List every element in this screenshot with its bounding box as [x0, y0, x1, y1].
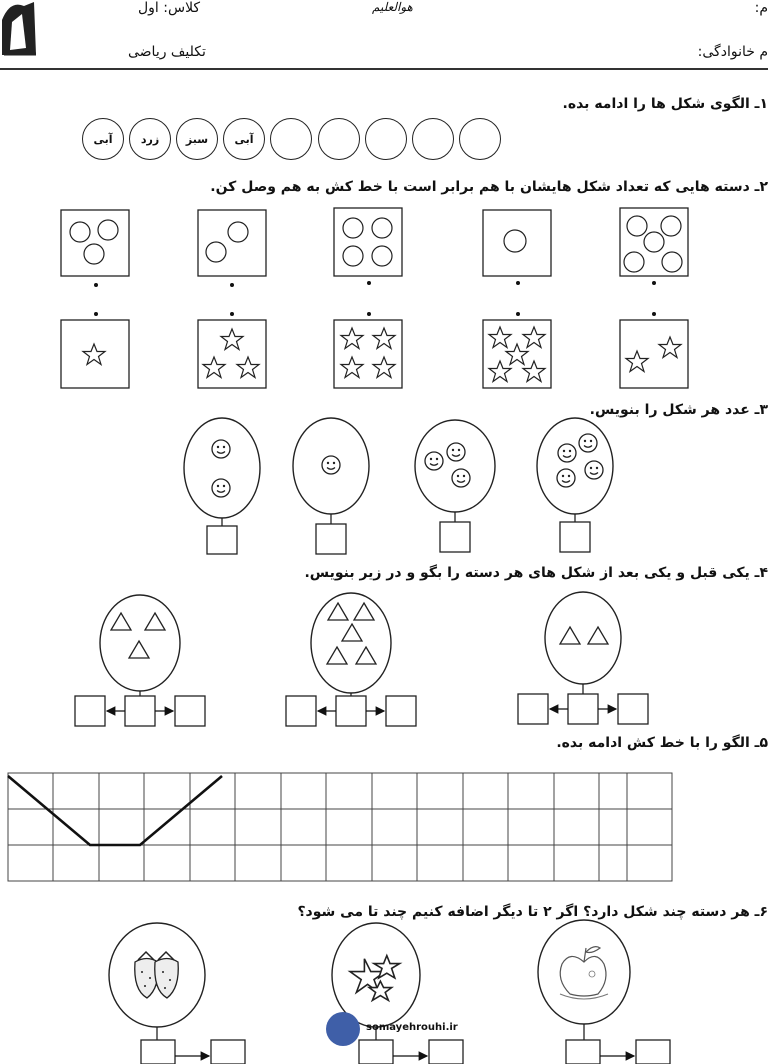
q4-group — [286, 593, 416, 726]
q2-box-bottom — [620, 312, 688, 388]
q5-title: ۵ـ الگو را با خط کش ادامه بده. — [556, 735, 768, 751]
pattern-circle-label: سبز — [185, 132, 209, 146]
star-icon — [350, 956, 400, 1001]
q1-title: ۱ـ الگوی شکل ها را ادامه بده. — [562, 96, 768, 112]
q3-group — [537, 418, 613, 552]
q2-box-bottom — [61, 312, 129, 388]
q2-box-top — [198, 210, 266, 287]
q2-box-bottom — [334, 312, 402, 388]
q2-box-top — [61, 210, 129, 287]
strawberry-icon — [135, 952, 179, 998]
q4-group — [518, 592, 648, 724]
watermark-logo-icon — [326, 1012, 360, 1046]
q3-group — [184, 418, 260, 554]
q6-title: ۶ـ هر دسته چند شکل دارد؟ اگر ۲ تا دیگر اضافه کنیم چند تا می شود؟ — [297, 904, 768, 920]
subject-label: تکلیف ریاضی — [128, 44, 206, 60]
q2-title: ۲ـ دسته هایی که تعداد شکل هایشان با هم برابر است با خط کش به هم وصل کن. — [210, 179, 768, 195]
apple-icon — [560, 947, 608, 999]
q5-grid — [8, 773, 672, 881]
pattern-circle-label: زرد — [140, 132, 160, 146]
q3-title: ۳ـ عدد هر شکل را بنویس. — [589, 402, 768, 418]
pattern-circle-label: آبی — [93, 132, 113, 146]
q3-group — [415, 420, 495, 552]
q2-box-top — [334, 208, 402, 285]
q4-title: ۴ـ یکی قبل و یکی بعد از شکل های هر دسته را بگو و در زیر بنویس. — [304, 565, 768, 581]
q2-box-bottom — [483, 312, 551, 388]
family-label: م خانوادگی: — [697, 44, 768, 60]
watermark-text: somayehrouhi.ir — [366, 1022, 458, 1033]
q3-group — [293, 418, 369, 554]
q4-group — [75, 595, 205, 726]
q2-box-top — [620, 208, 688, 285]
class-label: کلاس: اول — [138, 0, 201, 16]
q6-group — [109, 923, 245, 1064]
pattern-circle-label: آبی — [234, 132, 254, 146]
god-text: هوالعلیم — [372, 0, 413, 14]
name-label: م: — [754, 0, 768, 16]
q2-box-top — [483, 210, 551, 285]
q2-box-bottom — [198, 312, 266, 388]
q6-group — [538, 920, 670, 1064]
